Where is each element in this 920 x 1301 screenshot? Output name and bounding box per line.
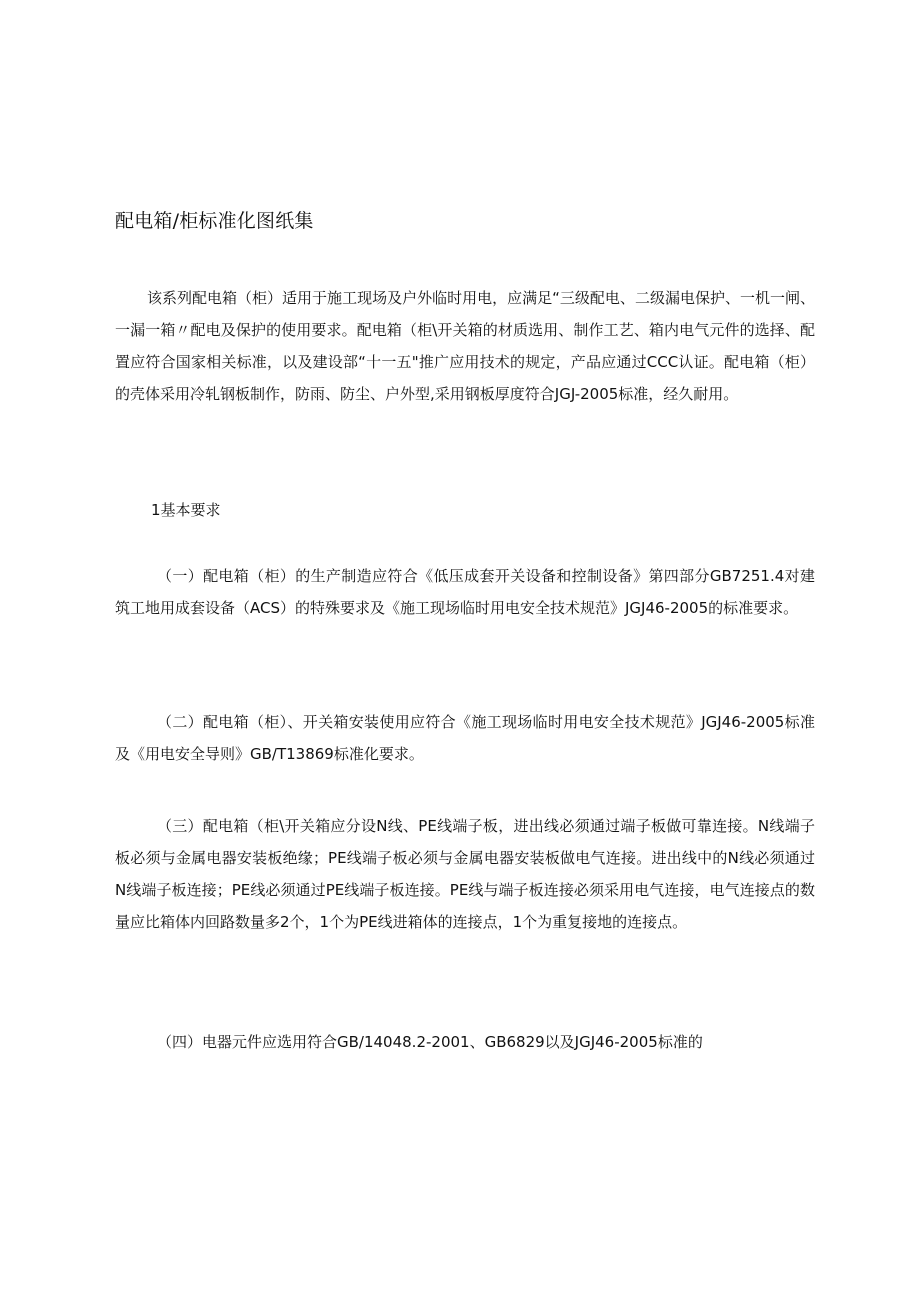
requirement-item-3: （三）配电箱（柜\开关箱应分设N线、PE线端子板，进出线必须通过端子板做可靠连接。N线端子板必须与金属电器安装板绝缘；PE线端子板必须与金属电器安装板做电气连接。进出线中的N线必须通过N线端子板连接；PE线必须通过PE线端子板连接。PE线与端子板连接必须采用电气连接，电气连接点的数量应比箱体内回路数量多2个，1个为PE线进箱体的连接点，1个为重复接地的连接点。 — [115, 817, 815, 931]
document-title: 配电箱/柜标准化图纸集 — [115, 210, 314, 232]
requirement-item-4: （四）电器元件应选用符合GB/14048.2-2001、GB6829以及JGJ46-2005标准的 — [157, 1033, 703, 1051]
section-heading: 1基本要求 — [151, 501, 221, 519]
requirement-item-1: （一）配电箱（柜）的生产制造应符合《低压成套开关设备和控制设备》第四部分GB7251.4对建筑工地用成套设备（ACS）的特殊要求及《施工现场临时用电安全技术规范》JGJ46-2005的标准要求。 — [115, 567, 815, 617]
intro-paragraph: 该系列配电箱（柜）适用于施工现场及户外临时用电，应满足“三级配电、二级漏电保护、一机一闸、一漏一箱〃配电及保护的使用要求。配电箱（柜\开关箱的材质选用、制作工艺、箱内电气元件的选择、配置应符合国家相关标准，以及建设部“十一五"推广应用技术的规定，产品应通过CCC认证。配电箱（柜）的壳体采用冷轧钢板制作，防雨、防尘、户外型,采用钢板厚度符合JGJ-2005标准，经久耐用。 — [115, 289, 815, 403]
requirement-item-2: （二）配电箱（柜）、开关箱安装使用应符合《施工现场临时用电安全技术规范》JGJ46-2005标准及《用电安全导则》GB/T13869标准化要求。 — [115, 713, 815, 763]
